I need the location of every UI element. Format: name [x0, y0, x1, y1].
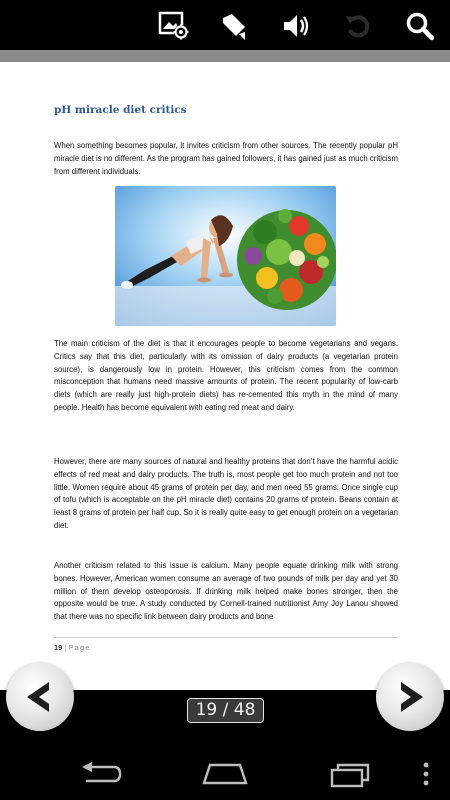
page-footer — [54, 643, 91, 652]
paragraph-intro: When something becomes popular, it invites criticism from other sources. The recently popular pH miracle diet is no different. As the program has gained followers, it has gained just as much criticism from different individuals. — [54, 141, 398, 176]
paragraph-protein-sources: However, there are many sources of natural and healthy proteins that don’t have the harmful acidic effects of red meat and dairy products. The truth is, most people get too much protein and not too little. Women require about 45 grams of protein per day, and men need 55 grams. Once single cup of tofu (which is acceptable on the pH miracle diet) contains 20 grams of protein. Beans contain at least 8 grams of protein per half cup. So it is really quite easy to get enough protein on a vegetarian diet. — [54, 457, 398, 530]
footer-page-number: 19 — [54, 643, 63, 652]
search-icon — [404, 10, 436, 42]
paragraph-main-criticism: The main criticism of the diet is that it encourages people to become vegetarians and vegans. Critics say that this diet, particularly with its omission of dairy products (a vegetarian protein source), is dangerously low in protein. However, this criticism comes from the common misconception that humans need massive amounts of protein. The recent popularity of low-carb diets (which are really just high-protein diets) has re-cemented this myth in the mind of many people. Health has become equivalent with eating red meat and dairy. — [54, 339, 398, 412]
home-icon — [200, 761, 250, 787]
image-settings-button[interactable] — [154, 6, 194, 46]
bookmark-icon — [217, 10, 249, 42]
diet-illustration — [115, 186, 336, 326]
arrow-left-icon — [20, 677, 60, 717]
system-navigation-bar — [0, 747, 450, 800]
sound-button[interactable] — [276, 6, 316, 46]
recent-apps-icon — [328, 760, 374, 788]
arrow-right-icon — [390, 677, 430, 717]
footer-separator: | — [64, 643, 67, 652]
bookmark-button[interactable] — [213, 6, 253, 46]
search-button[interactable] — [400, 6, 440, 46]
toolbar-divider-strip — [0, 50, 450, 62]
recent-apps-button[interactable] — [326, 757, 376, 791]
rotate-button[interactable] — [338, 6, 378, 46]
rotate-icon — [342, 10, 374, 42]
reader-toolbar — [0, 0, 450, 50]
more-vertical-icon — [422, 761, 430, 787]
page-counter: 19 / 48 — [187, 698, 264, 723]
image-settings-icon — [157, 10, 191, 42]
page-title: pH miracle diet critics — [54, 104, 187, 116]
speaker-icon — [280, 10, 312, 42]
next-page-button[interactable] — [376, 663, 444, 731]
back-icon — [78, 761, 124, 787]
back-button[interactable] — [76, 757, 126, 791]
home-button[interactable] — [198, 757, 252, 791]
footer-page-word: Page — [68, 643, 91, 652]
overflow-menu-button[interactable] — [416, 757, 436, 791]
previous-page-button[interactable] — [6, 663, 74, 731]
footer-divider — [54, 637, 398, 638]
document-page[interactable] — [0, 62, 450, 690]
paragraph-calcium: Another criticism related to this issue is calcium. Many people equate drinking milk with strong bones. However, American women consume an average of two pounds of milk per day and yet 30 million of them develop osteoporosis. If drinking milk helped make bones stronger, then the opposite would be true. A study conducted by Cornell-trained nutritionist Amy Joy Lanou showed that there was no specific link between dairy products and bone — [54, 561, 398, 622]
